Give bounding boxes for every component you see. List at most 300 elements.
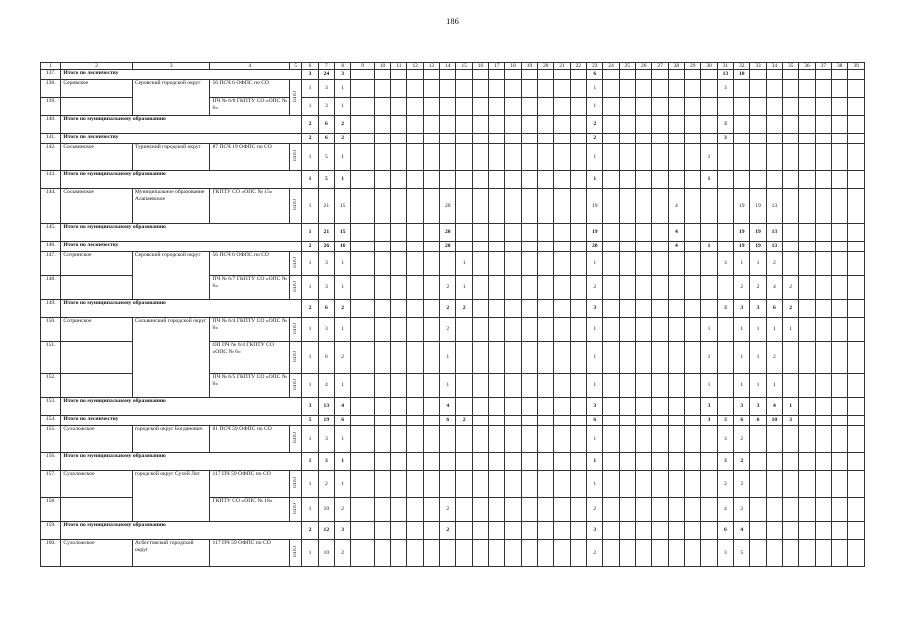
row-number: 149. xyxy=(41,300,61,318)
value-cell xyxy=(619,453,635,471)
value-cell xyxy=(374,471,390,498)
value-cell: 4 xyxy=(318,374,334,398)
value-cell xyxy=(750,171,766,189)
value-cell xyxy=(783,171,799,189)
value-cell xyxy=(652,426,668,453)
value-cell xyxy=(407,300,423,318)
value-cell xyxy=(685,242,701,252)
value-cell: 1 xyxy=(701,144,717,171)
value-cell xyxy=(832,398,848,416)
value-cell xyxy=(440,426,456,453)
value-cell xyxy=(668,498,684,522)
summary-row xyxy=(41,522,865,540)
value-cell: 1 xyxy=(701,242,717,252)
value-cell xyxy=(423,416,439,426)
value-cell xyxy=(521,498,537,522)
value-cell xyxy=(685,540,701,567)
column-header: 26 xyxy=(636,63,652,70)
value-cell xyxy=(652,540,668,567)
value-cell: 6 xyxy=(734,416,750,426)
column-header: 24 xyxy=(603,63,619,70)
value-cell xyxy=(799,374,815,398)
fire-unit-cell: ПЧ № 6/8 ГКПТУ СО «ОПС № 6» xyxy=(210,98,290,116)
forestry-cell: Сотринское xyxy=(61,318,132,342)
value-cell: 3 xyxy=(302,398,318,416)
value-cell xyxy=(554,70,570,80)
value-cell xyxy=(652,416,668,426)
value-cell: 1 xyxy=(302,189,318,224)
value-cell xyxy=(668,374,684,398)
value-cell xyxy=(815,70,831,80)
municipality-cell: Сосьвинский городской округ xyxy=(132,318,210,398)
column-header: 35 xyxy=(783,63,799,70)
value-cell xyxy=(521,300,537,318)
value-cell xyxy=(538,498,554,522)
value-cell: 2 xyxy=(587,276,603,300)
value-cell xyxy=(351,540,374,567)
value-cell xyxy=(391,134,407,144)
value-cell xyxy=(456,498,472,522)
value-cell xyxy=(521,144,537,171)
value-cell xyxy=(652,70,668,80)
value-cell: 1 xyxy=(587,471,603,498)
value-cell xyxy=(440,252,456,276)
value-cell: 6 xyxy=(587,416,603,426)
value-cell xyxy=(505,318,521,342)
value-cell: 13 xyxy=(766,189,782,224)
value-cell: 4 xyxy=(440,398,456,416)
row-number: 152. xyxy=(41,374,61,398)
value-cell xyxy=(815,453,831,471)
value-cell xyxy=(848,276,865,300)
value-cell: 5 xyxy=(318,144,334,171)
summary-label: Итого по муниципальному образованию xyxy=(61,171,302,189)
value-cell xyxy=(848,540,865,567)
value-cell xyxy=(423,300,439,318)
value-cell xyxy=(521,540,537,567)
row-number: 139. xyxy=(41,98,61,116)
value-cell: 2 xyxy=(587,134,603,144)
value-cell xyxy=(766,144,782,171)
value-cell xyxy=(799,300,815,318)
unit-type-cell xyxy=(290,471,302,498)
unit-type-cell xyxy=(290,276,302,300)
value-cell xyxy=(717,98,733,116)
value-cell xyxy=(766,426,782,453)
value-cell xyxy=(423,116,439,134)
value-cell: 15 xyxy=(335,224,351,242)
value-cell: 1 xyxy=(587,80,603,98)
value-cell xyxy=(603,374,619,398)
value-cell xyxy=(668,171,684,189)
value-cell xyxy=(799,252,815,276)
value-cell xyxy=(815,300,831,318)
value-cell xyxy=(668,80,684,98)
forestry-cell xyxy=(61,342,132,374)
value-cell xyxy=(351,189,374,224)
value-cell xyxy=(619,522,635,540)
value-cell xyxy=(391,144,407,171)
value-cell xyxy=(423,453,439,471)
value-cell: 3 xyxy=(335,70,351,80)
value-cell: 3 xyxy=(717,300,733,318)
value-cell xyxy=(832,453,848,471)
value-cell xyxy=(505,453,521,471)
value-cell xyxy=(636,522,652,540)
value-cell xyxy=(391,116,407,134)
value-cell xyxy=(374,70,390,80)
value-cell xyxy=(554,224,570,242)
value-cell xyxy=(423,522,439,540)
row-number: 142. xyxy=(41,144,61,171)
value-cell xyxy=(652,300,668,318)
fire-unit-cell: 56 ПСЧ 6 ОФПС по СО xyxy=(210,80,290,98)
forestry-cell: Сухоложское xyxy=(61,540,132,567)
value-cell xyxy=(848,522,865,540)
value-cell xyxy=(538,540,554,567)
value-cell xyxy=(407,471,423,498)
value-cell xyxy=(456,98,472,116)
value-cell xyxy=(391,98,407,116)
value-cell xyxy=(440,171,456,189)
value-cell xyxy=(652,171,668,189)
value-cell xyxy=(815,276,831,300)
value-cell xyxy=(668,98,684,116)
value-cell: 3 xyxy=(717,116,733,134)
value-cell xyxy=(538,453,554,471)
fire-unit-cell: 81 ПСЧ 59 ОФПС по СО xyxy=(210,426,290,453)
value-cell xyxy=(374,189,390,224)
summary-row xyxy=(41,171,865,189)
value-cell xyxy=(391,522,407,540)
value-cell xyxy=(668,540,684,567)
forestry-cell xyxy=(61,498,132,522)
value-cell xyxy=(554,342,570,374)
value-cell xyxy=(570,342,586,374)
value-cell xyxy=(554,416,570,426)
column-header: 23 xyxy=(587,63,603,70)
value-cell xyxy=(701,252,717,276)
value-cell xyxy=(766,171,782,189)
value-cell xyxy=(351,471,374,498)
value-cell xyxy=(603,540,619,567)
value-cell xyxy=(799,242,815,252)
value-cell xyxy=(351,144,374,171)
row-number: 159. xyxy=(41,522,61,540)
value-cell xyxy=(538,342,554,374)
value-cell xyxy=(783,471,799,498)
value-cell xyxy=(815,189,831,224)
value-cell xyxy=(570,134,586,144)
summary-row xyxy=(41,398,865,416)
value-cell xyxy=(717,171,733,189)
value-cell xyxy=(652,98,668,116)
unit-type-cell xyxy=(290,80,302,116)
value-cell xyxy=(489,416,505,426)
value-cell xyxy=(456,116,472,134)
value-cell: 1 xyxy=(302,252,318,276)
value-cell xyxy=(603,453,619,471)
value-cell xyxy=(489,426,505,453)
value-cell xyxy=(489,498,505,522)
value-cell xyxy=(652,242,668,252)
value-cell xyxy=(652,80,668,98)
value-cell: 1 xyxy=(302,98,318,116)
value-cell xyxy=(783,144,799,171)
value-cell xyxy=(832,189,848,224)
value-cell xyxy=(521,80,537,98)
value-cell xyxy=(538,522,554,540)
value-cell xyxy=(832,98,848,116)
value-cell xyxy=(701,98,717,116)
value-cell: 1 xyxy=(750,318,766,342)
value-cell xyxy=(374,498,390,522)
value-cell: 4 xyxy=(668,224,684,242)
value-cell xyxy=(636,471,652,498)
summary-row xyxy=(41,242,865,252)
value-cell: 1 xyxy=(302,540,318,567)
value-cell xyxy=(783,116,799,134)
value-cell xyxy=(750,453,766,471)
table-row xyxy=(41,80,865,98)
value-cell xyxy=(407,224,423,242)
column-header: 19 xyxy=(521,63,537,70)
value-cell xyxy=(750,134,766,144)
value-cell xyxy=(423,276,439,300)
column-header: 2 xyxy=(61,63,132,70)
value-cell xyxy=(799,416,815,426)
value-cell xyxy=(505,80,521,98)
value-cell xyxy=(685,416,701,426)
value-cell: 19 xyxy=(734,242,750,252)
value-cell xyxy=(521,242,537,252)
value-cell xyxy=(619,498,635,522)
value-cell xyxy=(505,242,521,252)
value-cell xyxy=(407,252,423,276)
value-cell xyxy=(848,498,865,522)
value-cell: 1 xyxy=(456,276,472,300)
value-cell xyxy=(685,342,701,374)
row-number: 157. xyxy=(41,471,61,498)
value-cell xyxy=(407,242,423,252)
value-cell: 2 xyxy=(717,471,733,498)
value-cell: 3 xyxy=(717,252,733,276)
value-cell xyxy=(472,242,488,252)
value-cell xyxy=(407,189,423,224)
value-cell xyxy=(832,116,848,134)
value-cell xyxy=(472,540,488,567)
value-cell xyxy=(391,70,407,80)
value-cell: 26 xyxy=(318,242,334,252)
value-cell xyxy=(685,498,701,522)
value-cell xyxy=(815,98,831,116)
value-cell: 3 xyxy=(783,416,799,426)
value-cell xyxy=(652,471,668,498)
value-cell: 4 xyxy=(668,189,684,224)
summary-row xyxy=(41,224,865,242)
value-cell: 1 xyxy=(302,374,318,398)
value-cell xyxy=(766,498,782,522)
unit-type-label: ППО xyxy=(293,90,299,102)
value-cell xyxy=(832,242,848,252)
value-cell: 1 xyxy=(701,374,717,398)
value-cell xyxy=(570,189,586,224)
value-cell xyxy=(391,342,407,374)
value-cell xyxy=(374,98,390,116)
value-cell xyxy=(799,276,815,300)
value-cell xyxy=(636,498,652,522)
value-cell xyxy=(489,374,505,398)
value-cell xyxy=(456,189,472,224)
value-cell xyxy=(423,342,439,374)
value-cell: 3 xyxy=(318,426,334,453)
value-cell xyxy=(750,98,766,116)
value-cell xyxy=(636,70,652,80)
column-header: 33 xyxy=(750,63,766,70)
value-cell: 2 xyxy=(734,276,750,300)
value-cell: 1 xyxy=(734,342,750,374)
value-cell: 1 xyxy=(335,252,351,276)
value-cell: 21 xyxy=(318,224,334,242)
value-cell xyxy=(570,374,586,398)
value-cell: 1 xyxy=(302,471,318,498)
value-cell: 2 xyxy=(302,116,318,134)
value-cell xyxy=(489,134,505,144)
value-cell xyxy=(456,398,472,416)
value-cell xyxy=(521,189,537,224)
value-cell xyxy=(407,522,423,540)
table-row xyxy=(41,252,865,276)
value-cell xyxy=(489,522,505,540)
value-cell xyxy=(505,224,521,242)
value-cell xyxy=(603,224,619,242)
value-cell xyxy=(701,471,717,498)
value-cell xyxy=(799,426,815,453)
value-cell xyxy=(407,318,423,342)
value-cell xyxy=(374,426,390,453)
value-cell: 1 xyxy=(335,318,351,342)
value-cell: 21 xyxy=(318,189,334,224)
value-cell xyxy=(423,374,439,398)
value-cell xyxy=(554,98,570,116)
value-cell: 3 xyxy=(717,134,733,144)
value-cell xyxy=(799,98,815,116)
value-cell: 1 xyxy=(335,171,351,189)
value-cell xyxy=(374,540,390,567)
column-header: 1 xyxy=(41,63,61,70)
unit-type-label: ППО xyxy=(293,432,299,443)
column-header: 22 xyxy=(570,63,586,70)
value-cell xyxy=(407,144,423,171)
value-cell xyxy=(734,98,750,116)
value-cell xyxy=(505,144,521,171)
column-header: 30 xyxy=(701,63,717,70)
table-row xyxy=(41,426,865,453)
value-cell: 4 xyxy=(766,276,782,300)
value-cell xyxy=(440,471,456,498)
value-cell: 4 xyxy=(668,242,684,252)
value-cell xyxy=(505,116,521,134)
value-cell xyxy=(472,116,488,134)
value-cell xyxy=(391,80,407,98)
value-cell: 1 xyxy=(587,318,603,342)
value-cell xyxy=(570,426,586,453)
value-cell xyxy=(603,252,619,276)
value-cell xyxy=(423,498,439,522)
value-cell xyxy=(440,98,456,116)
value-cell xyxy=(554,116,570,134)
value-cell xyxy=(456,224,472,242)
value-cell xyxy=(815,318,831,342)
unit-type-cell xyxy=(290,318,302,342)
value-cell xyxy=(783,70,799,80)
value-cell: 3 xyxy=(302,70,318,80)
value-cell: 1 xyxy=(734,252,750,276)
value-cell xyxy=(570,398,586,416)
value-cell xyxy=(505,522,521,540)
value-cell xyxy=(783,498,799,522)
value-cell xyxy=(472,189,488,224)
value-cell xyxy=(636,276,652,300)
value-cell xyxy=(456,540,472,567)
row-number: 146. xyxy=(41,242,61,252)
value-cell xyxy=(636,80,652,98)
value-cell: 19 xyxy=(750,189,766,224)
value-cell xyxy=(570,116,586,134)
value-cell xyxy=(538,252,554,276)
value-cell xyxy=(538,426,554,453)
value-cell xyxy=(652,342,668,374)
value-cell xyxy=(636,318,652,342)
value-cell xyxy=(489,189,505,224)
value-cell: 2 xyxy=(587,116,603,134)
value-cell xyxy=(668,416,684,426)
summary-row xyxy=(41,300,865,318)
value-cell: 2 xyxy=(587,498,603,522)
value-cell xyxy=(472,498,488,522)
value-cell xyxy=(423,318,439,342)
value-cell xyxy=(815,498,831,522)
value-cell: 6 xyxy=(440,416,456,426)
value-cell: 3 xyxy=(701,416,717,426)
value-cell xyxy=(391,171,407,189)
value-cell: 6 xyxy=(318,300,334,318)
value-cell xyxy=(374,80,390,98)
value-cell xyxy=(351,70,374,80)
value-cell xyxy=(701,300,717,318)
value-cell: 1 xyxy=(302,144,318,171)
value-cell xyxy=(619,252,635,276)
value-cell xyxy=(407,426,423,453)
value-cell xyxy=(685,276,701,300)
value-cell: 1 xyxy=(335,374,351,398)
value-cell xyxy=(685,252,701,276)
value-cell xyxy=(351,252,374,276)
value-cell xyxy=(351,242,374,252)
value-cell xyxy=(521,471,537,498)
value-cell xyxy=(489,276,505,300)
value-cell xyxy=(685,80,701,98)
value-cell xyxy=(391,426,407,453)
value-cell xyxy=(538,471,554,498)
value-cell: 19 xyxy=(734,224,750,242)
value-cell xyxy=(603,242,619,252)
value-cell xyxy=(570,471,586,498)
value-cell: 2 xyxy=(734,471,750,498)
value-cell: 1 xyxy=(750,252,766,276)
value-cell xyxy=(636,300,652,318)
value-cell xyxy=(554,134,570,144)
